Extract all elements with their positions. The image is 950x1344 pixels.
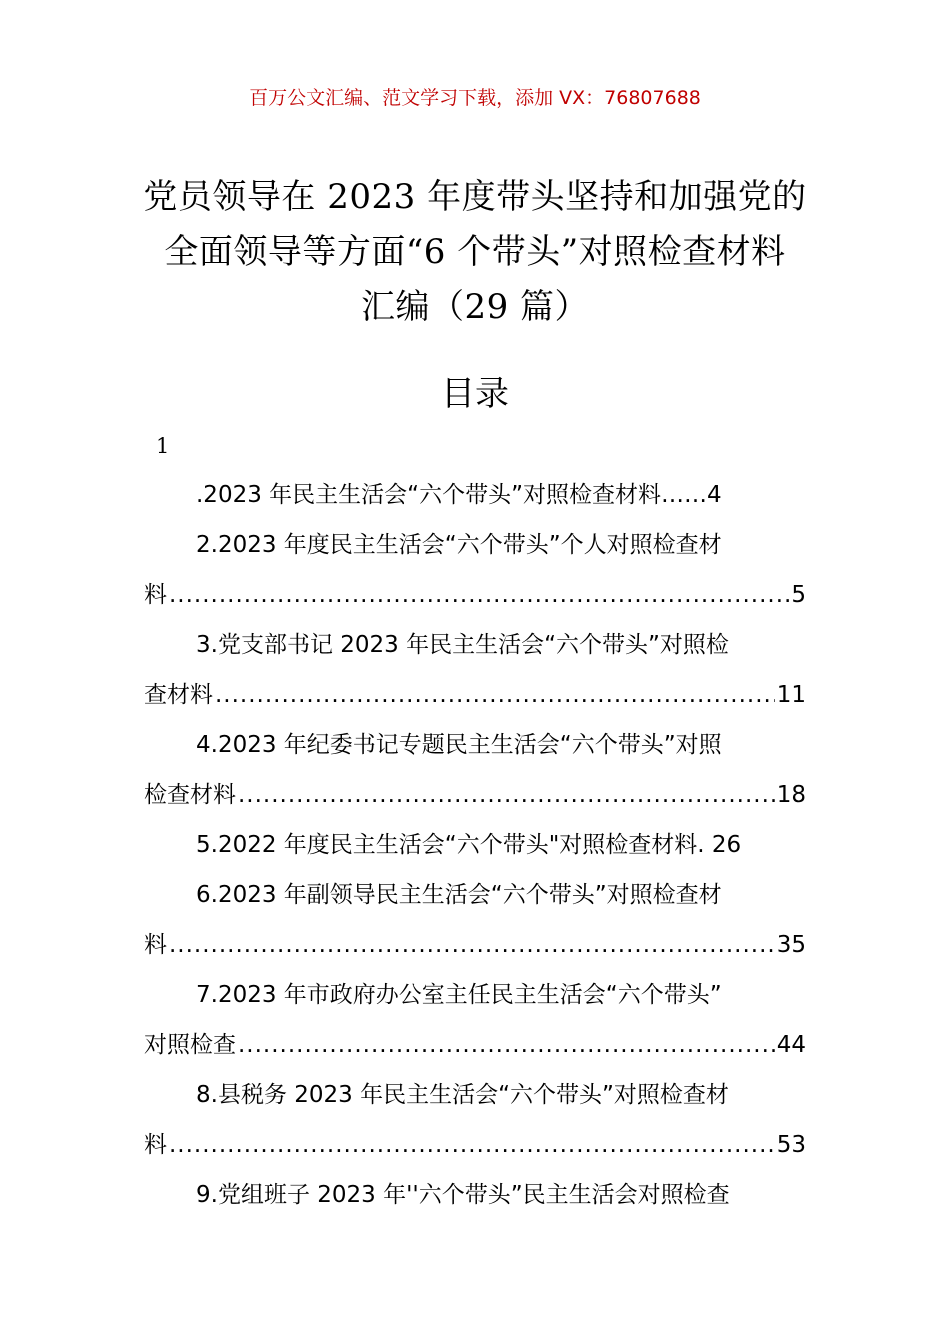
toc-page-number: 11 <box>776 682 806 708</box>
toc-entry-text: 5.2022 年度民主生活会“六个带头"对照检查材料. 26 <box>196 832 742 858</box>
dot-leader <box>169 920 775 970</box>
dot-leader <box>238 770 775 820</box>
dot-leader <box>169 570 789 620</box>
toc-heading: 目录 <box>441 374 509 414</box>
toc-entry-3[interactable] <box>144 620 806 670</box>
toc-entry-5[interactable] <box>144 820 806 870</box>
toc-page-number: 5 <box>791 582 806 608</box>
toc-entry-text: 6.2023 年副领导民主生活会“六个带头”对照检查材 <box>196 882 722 908</box>
toc-entry-text: 4.2023 年纪委书记专题民主生活会“六个带头”对照 <box>196 732 722 758</box>
dot-leader <box>215 670 775 720</box>
toc-entry-8-continuation[interactable] <box>144 1120 806 1170</box>
title-line: 党员领导在 2023 年度带头坚持和加强党的 <box>143 177 807 217</box>
toc-entry-text: 对照检查 <box>144 1032 236 1058</box>
page-marker: 1 <box>156 434 170 458</box>
title-line: 汇编（29 篇） <box>360 287 590 327</box>
toc-entry-2-continuation[interactable] <box>144 570 806 620</box>
toc-entry-text: 检查材料 <box>144 782 236 808</box>
toc-entry-text: 料 <box>144 932 167 958</box>
toc-entry-text: 料 <box>144 582 167 608</box>
toc-entry-text: .2023 年民主生活会“六个带头”对照检查材料……4 <box>196 482 722 508</box>
toc-entry-text: 8.县税务 2023 年民主生活会“六个带头”对照检查材 <box>196 1082 729 1108</box>
toc-entry-7-continuation[interactable] <box>144 1020 806 1070</box>
toc-entry-4[interactable] <box>144 720 806 770</box>
title-line: 全面领导等方面“6 个带头”对照检查材料 <box>164 232 786 272</box>
toc-entry-8[interactable] <box>144 1070 806 1120</box>
toc-page-number: 18 <box>776 782 806 808</box>
toc-entry-6-continuation[interactable] <box>144 920 806 970</box>
dot-leader <box>169 1120 775 1170</box>
dot-leader <box>238 1020 775 1070</box>
toc-entry-9[interactable] <box>144 1170 806 1220</box>
table-of-contents <box>144 470 806 1220</box>
toc-entry-text: 料 <box>144 1132 167 1158</box>
toc-entry-text: 9.党组班子 2023 年''六个带头”民主生活会对照检查 <box>196 1182 730 1208</box>
toc-entry-text: 7.2023 年市政府办公室主任民主生活会“六个带头” <box>196 982 722 1008</box>
toc-entry-text: 查材料 <box>144 682 213 708</box>
toc-entry-3-continuation[interactable] <box>144 670 806 720</box>
toc-entry-1[interactable] <box>144 470 806 520</box>
toc-entry-4-continuation[interactable] <box>144 770 806 820</box>
toc-page-number: 35 <box>776 932 806 958</box>
toc-page-number: 53 <box>776 1132 806 1158</box>
header-watermark-note: 百万公文汇编、范文学习下载，添加 VX：76807688 <box>249 87 701 109</box>
toc-entry-text: 3.党支部书记 2023 年民主生活会“六个带头”对照检 <box>196 632 729 658</box>
toc-entry-2[interactable] <box>144 520 806 570</box>
toc-entry-text: 2.2023 年度民主生活会“六个带头”个人对照检查材 <box>196 532 722 558</box>
toc-entry-7[interactable] <box>144 970 806 1020</box>
toc-page-number: 44 <box>776 1032 806 1058</box>
toc-entry-6[interactable] <box>144 870 806 920</box>
document-title <box>130 170 820 335</box>
